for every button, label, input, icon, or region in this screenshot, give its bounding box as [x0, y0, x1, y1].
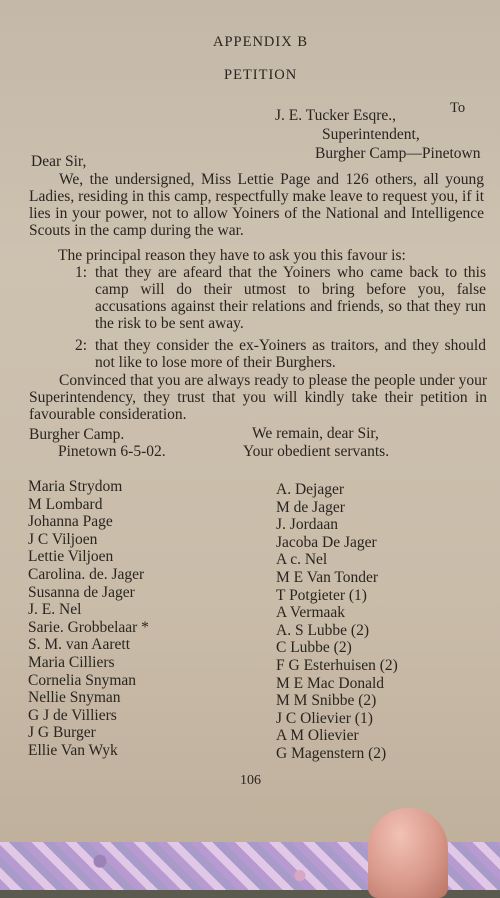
address-place: Burgher Camp—Pinetown [315, 145, 481, 162]
signature: A c. Nel [276, 551, 328, 569]
signature-list-right [276, 481, 398, 763]
paragraph-reason: The principal reason they have to ask you this favour is: [58, 247, 406, 264]
signature: M Lombard [28, 495, 103, 513]
signature: Susanna de Jager [28, 583, 135, 601]
petition-title: PETITION [224, 67, 298, 83]
address-to: To [450, 100, 466, 116]
closing-date: Pinetown 6-5-02. [58, 443, 166, 460]
item-2-number: 2: [75, 337, 88, 354]
appendix-heading: APPENDIX B [213, 34, 308, 50]
signature: Sarie. Grobbelaar * [28, 618, 149, 636]
signature: Nellie Snyman [28, 689, 121, 707]
signature-list-left [28, 478, 149, 760]
signature: Maria Cilliers [28, 653, 115, 671]
signature: A Vermaak [276, 604, 346, 622]
signature: C Lubbe (2) [276, 639, 352, 657]
closing-remain: We remain, dear Sir, [252, 425, 379, 442]
signature: J. Jordaan [276, 516, 338, 534]
signature: G Magenstern (2) [276, 744, 387, 762]
signature: J C Olievier (1) [276, 709, 373, 727]
signature: Jacoba De Jager [276, 533, 377, 551]
signature: Johanna Page [28, 513, 113, 531]
list-item-2: that they consider the ex-Yoiners as traitors, and they should not like to lose more of their Burghers. [95, 337, 486, 371]
signature: J G Burger [28, 724, 96, 742]
closing-servants: Your obedient servants. [243, 443, 390, 460]
signature: S. M. van Aarett [28, 636, 131, 654]
signature: Maria Strydom [28, 478, 123, 495]
paragraph-request: We, the undersigned, Miss Lettie Page and 126 others, all young Ladies, residing in this camp, respectfully make leave to request you, if it lies in your power, not to allow Yoiners of the National and Intelligence Scouts in the camp during the war. [29, 171, 484, 239]
signature: F G Esterhuisen (2) [276, 656, 398, 674]
signature: M E Mac Donald [276, 674, 385, 692]
signature: M de Jager [276, 498, 345, 516]
salutation: Dear Sir, [31, 153, 87, 170]
address-role: Superintendent, [322, 126, 420, 143]
signature: A M Olievier [276, 727, 359, 745]
paragraph-conviction: Convinced that you are always ready to please the people under your Superintendency, they trust that you will kindly take their petition in favourable consideration. [29, 372, 487, 423]
list-item-1: that they are afeard that the Yoiners who came back to this camp will do their utmost to bring before you, false accusations against their relations and friends, so that they run the risk to be sent away. [95, 264, 486, 332]
signature: M E Van Tonder [276, 568, 379, 586]
address-name: J. E. Tucker Esqre., [275, 107, 396, 124]
item-1-number: 1: [75, 264, 88, 281]
signature: J. E. Nel [28, 601, 82, 619]
signature: Cornelia Snyman [28, 671, 137, 689]
signature: G J de Villiers [28, 706, 117, 724]
signature: A. Dejager [276, 481, 344, 498]
signature: M M Snibbe (2) [276, 692, 377, 710]
closing-place: Burgher Camp. [29, 426, 125, 443]
signature: T Potgieter (1) [276, 586, 367, 604]
signature: Ellie Van Wyk [28, 741, 118, 759]
signature: A. S Lubbe (2) [276, 621, 369, 639]
signature: Carolina. de. Jager [28, 565, 145, 583]
signature: Lettie Viljoen [28, 548, 114, 566]
signature: J C Viljoen [28, 530, 98, 548]
page-number: 106 [240, 773, 261, 788]
thumb [368, 808, 448, 898]
